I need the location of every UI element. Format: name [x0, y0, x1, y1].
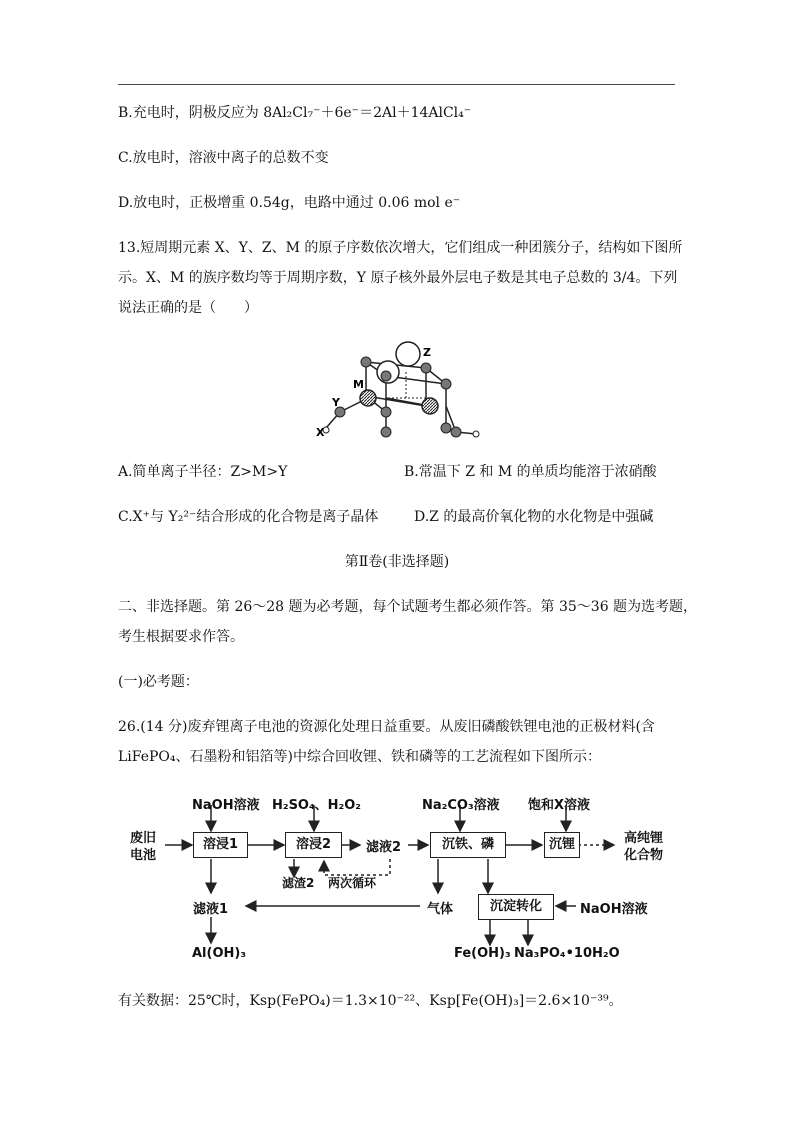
q13-stem-line2: 示。X、M 的族序数均等于周期序数，Y 原子核外最外层电子数是其电子总数的 3/4。下列	[118, 270, 678, 286]
q26-stem-line2: LiFePO₄、石墨粉和铝箔等)中综合回收锂、铁和磷等的工艺流程如下图所示：	[118, 749, 601, 765]
label-x: X	[316, 426, 325, 439]
flow-acid-input: H₂SO₄、H₂O₂	[272, 798, 362, 813]
flow-precip-box: 沉铁、磷	[430, 832, 506, 858]
flow-recycle: 两次循环	[328, 876, 377, 890]
flow-filtrate2: 滤液2	[366, 840, 402, 855]
flow-naoh-right: NaOH溶液	[580, 902, 648, 917]
flow-naoh-input: NaOH溶液	[192, 798, 260, 813]
flow-leach1-box: 溶浸1	[193, 832, 248, 858]
q26-data-line: 有关数据：25℃时，Ksp(FePO₄)＝1.3×10⁻²²、Ksp[Fe(OH)₃]＝2.6×10⁻³⁹。	[118, 993, 623, 1009]
q13-option-c: C.X⁺与 Y₂²⁻结合形成的化合物是离子晶体	[118, 509, 379, 525]
flow-aloh: Al(OH)₃	[192, 946, 247, 961]
q13-option-d: D.Z 的最高价氧化物的水化物是中强碱	[414, 509, 654, 525]
part2-intro-line2: 考生根据要求作答。	[118, 629, 244, 645]
flow-filtrate1: 滤液1	[193, 902, 229, 917]
q13-option-a: A.简单离子半径：Z>M>Y	[118, 464, 288, 480]
flow-leach2-box: 溶浸2	[285, 832, 342, 858]
flow-na3po4: Na₃PO₄•10H₂O	[514, 946, 620, 961]
flow-feoh: Fe(OH)₃	[454, 946, 511, 961]
flow-waste-label2: 电池	[130, 848, 157, 863]
flow-gas: 气体	[427, 902, 454, 917]
label-y: Y	[332, 396, 340, 409]
required-heading: (一)必考题：	[118, 674, 199, 690]
label-m: M	[353, 378, 364, 391]
label-z: Z	[423, 346, 431, 359]
q26-stem-line1: 26.(14 分)废弃锂离子电池的资源化处理日益重要。从废旧磷酸铁锂电池的正极材料(含	[118, 719, 655, 735]
flow-waste-label1: 废旧	[130, 831, 157, 846]
flow-residue2: 滤渣2	[282, 876, 315, 890]
flow-product-line1: 高纯锂	[624, 831, 664, 846]
q12-option-c: C.放电时，溶液中离子的总数不变	[118, 150, 329, 166]
flow-convert-box: 沉淀转化	[478, 894, 554, 920]
flow-product-line2: 化合物	[624, 848, 664, 863]
flow-satx-input: 饱和X溶液	[528, 798, 591, 813]
part2-intro-line1: 二、非选择题。第 26～28 题为必考题，每个试题考生都必须作答。第 35～36 题为选考题，	[118, 599, 698, 615]
q13-stem-line3: 说法正确的是（ ）	[118, 300, 258, 316]
header-rule	[118, 84, 675, 85]
q12-option-d: D.放电时，正极增重 0.54g，电路中通过 0.06 mol e⁻	[118, 195, 461, 211]
cluster-molecule-figure	[310, 336, 490, 446]
q13-stem-line1: 13.短周期元素 X、Y、Z、M 的原子序数依次增大，它们组成一种团簇分子，结构如下图所	[118, 240, 683, 256]
q13-option-b: B.常温下 Z 和 M 的单质均能溶于浓硝酸	[404, 464, 657, 480]
q12-option-b: B.充电时，阴极反应为 8Al₂Cl₇⁻＋6e⁻＝2Al＋14AlCl₄⁻	[118, 105, 472, 121]
flow-li-box: 沉锂	[544, 832, 580, 858]
section-title: 第Ⅱ卷(非选择题)	[344, 554, 450, 570]
flow-na2co3-input: Na₂CO₃溶液	[422, 798, 500, 813]
